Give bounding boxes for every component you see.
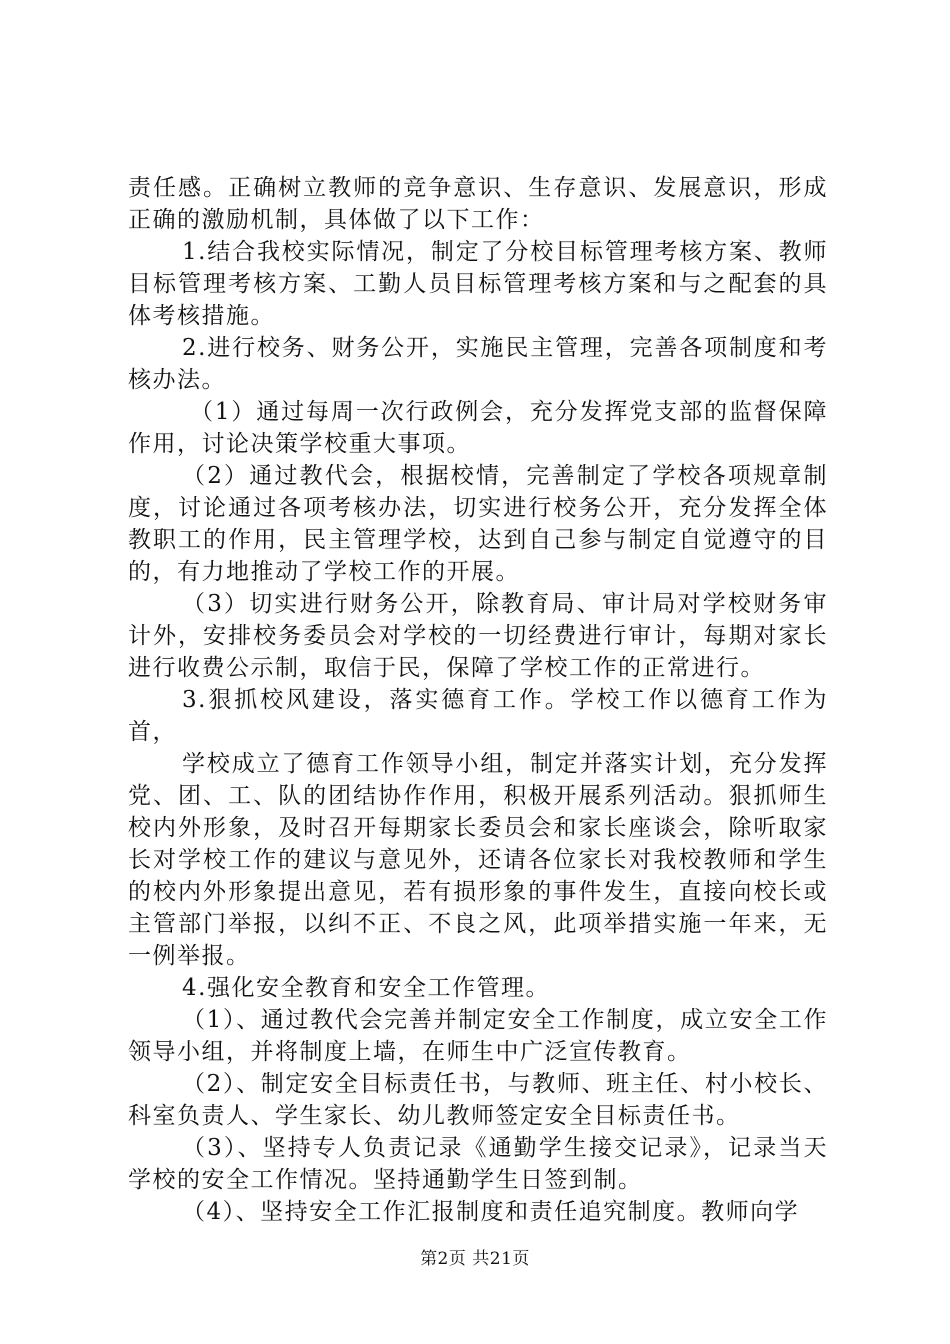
page-number-footer: 第2页 共21页 [420,1249,530,1269]
paragraph-7: 3.狠抓校风建设，落实德育工作。学校工作以德育工作为首， [128,687,828,745]
paragraph-9: 4.强化安全教育和安全工作管理。 [182,975,550,1001]
paragraph-1: 责任感。正确树立教师的竞争意识、生存意识、发展意识，形成正确的激励机制，具体做了以下工作： [128,175,828,233]
paragraph-4: （1）通过每周一次行政例会，充分发挥党支部的监督保障作用，讨论决策学校重大事项。 [128,399,828,457]
document-body [128,172,828,1228]
paragraph-11: （2）、制定安全目标责任书，与教师、班主任、村小校长、科室负责人、学生家长、幼儿教师签定安全目标责任书。 [128,1071,828,1129]
paragraph-13: （4）、坚持安全工作汇报制度和责任追究制度。教师向学 [182,1199,800,1225]
paragraph-10: （1）、通过教代会完善并制定安全工作制度，成立安全工作领导小组，并将制度上墙，在师生中广泛宣传教育。 [128,1007,828,1065]
paragraph-8: 学校成立了德育工作领导小组，制定并落实计划，充分发挥党、团、工、队的团结协作作用，积极开展系列活动。狠抓师生校内外形象，及时召开每期家长委员会和家长座谈会，除听取家长对学校工作的建议与意见外，还请各位家长对我校教师和学生的校内外形象提出意见，若有损形象的事件发生，直接向校长或主管部门举报，以纠不正、不良之风，此项举措实施一年来，无一例举报。 [128,751,828,969]
paragraph-12: （3）、坚持专人负责记录《通勤学生接交记录》，记录当天学校的安全工作情况。坚持通勤学生日签到制。 [128,1135,828,1193]
paragraph-5: （2）通过教代会，根据校情，完善制定了学校各项规章制度，讨论通过各项考核办法，切实进行校务公开，充分发挥全体教职工的作用，民主管理学校，达到自己参与制定自觉遵守的目的，有力地推动了学校工作的开展。 [128,463,828,585]
paragraph-3: 2.进行校务、财务公开，实施民主管理，完善各项制度和考核办法。 [128,335,828,393]
paragraph-6: （3）切实进行财务公开，除教育局、审计局对学校财务审计外，安排校务委员会对学校的一切经费进行审计，每期对家长进行收费公示制，取信于民，保障了学校工作的正常进行。 [128,591,828,681]
paragraph-2: 1.结合我校实际情况，制定了分校目标管理考核方案、教师目标管理考核方案、工勤人员目标管理考核方案和与之配套的具体考核措施。 [128,239,828,329]
